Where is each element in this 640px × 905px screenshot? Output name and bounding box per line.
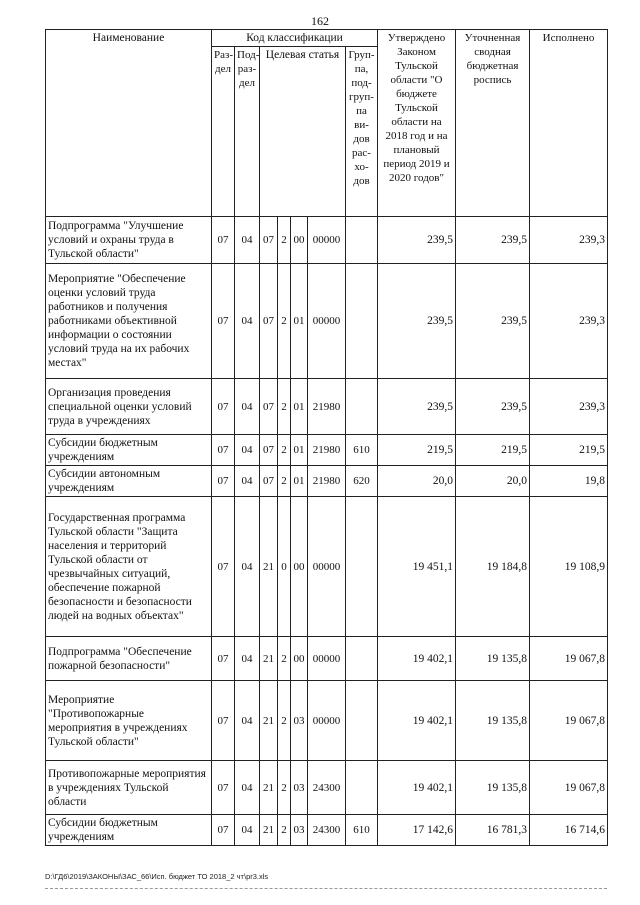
table-row <box>46 217 608 264</box>
budget-table <box>45 29 608 846</box>
header-approved: Утверждено Законом Тульской области "О бюджете Тульской области на 2018 год и на плановый период 2019 и 2020 годов" <box>378 30 456 217</box>
cell-target-subprogram: 2 <box>278 379 291 435</box>
header-name: Наименование <box>46 30 212 217</box>
cell-expense-group <box>346 379 378 435</box>
cell-refined: 239,5 <box>456 264 530 379</box>
cell-executed: 19 067,8 <box>530 637 608 681</box>
cell-target-event: 01 <box>291 264 308 379</box>
cell-target-direction: 00000 <box>308 681 346 761</box>
cell-podrazdel: 04 <box>235 435 260 466</box>
cell-approved: 19 451,1 <box>378 497 456 637</box>
cell-expense-group: 610 <box>346 435 378 466</box>
row-name: Подпрограмма "Обеспечение пожарной безопасности" <box>46 637 212 681</box>
cell-target-subprogram: 2 <box>278 264 291 379</box>
cell-razdel: 07 <box>212 815 235 846</box>
cell-approved: 17 142,6 <box>378 815 456 846</box>
table-row <box>46 815 608 846</box>
cell-target-event: 00 <box>291 497 308 637</box>
cell-podrazdel: 04 <box>235 681 260 761</box>
bottom-divider <box>45 888 607 889</box>
cell-expense-group <box>346 217 378 264</box>
cell-executed: 19 108,9 <box>530 497 608 637</box>
row-name: Субсидии бюджетным учреждениям <box>46 815 212 846</box>
cell-target-direction: 21980 <box>308 435 346 466</box>
header-podrazdel: Под-раз-дел <box>235 47 260 217</box>
table-row <box>46 435 608 466</box>
cell-expense-group <box>346 637 378 681</box>
cell-podrazdel: 04 <box>235 264 260 379</box>
row-name: Мероприятие "Обеспечение оценки условий труда работников и получения работниками объективной информации о состоянии условий труда на их рабочих местах" <box>46 264 212 379</box>
cell-razdel: 07 <box>212 761 235 815</box>
cell-target-program: 21 <box>260 497 278 637</box>
cell-target-event: 00 <box>291 217 308 264</box>
cell-expense-group <box>346 497 378 637</box>
table-row <box>46 379 608 435</box>
cell-razdel: 07 <box>212 435 235 466</box>
cell-refined: 239,5 <box>456 217 530 264</box>
cell-approved: 239,5 <box>378 379 456 435</box>
cell-approved: 239,5 <box>378 217 456 264</box>
cell-executed: 239,3 <box>530 379 608 435</box>
cell-target-program: 07 <box>260 435 278 466</box>
page-number: 162 <box>311 14 329 28</box>
cell-refined: 19 135,8 <box>456 681 530 761</box>
cell-approved: 239,5 <box>378 264 456 379</box>
cell-expense-group: 610 <box>346 815 378 846</box>
cell-expense-group <box>346 681 378 761</box>
row-name: Государственная программа Тульской области "Защита населения и территорий Тульской области от чрезвычайных ситуаций, обеспечение пожарной безопасности и безопасности людей на водных объектах" <box>46 497 212 637</box>
cell-target-direction: 24300 <box>308 761 346 815</box>
cell-target-subprogram: 2 <box>278 681 291 761</box>
cell-razdel: 07 <box>212 379 235 435</box>
cell-target-subprogram: 2 <box>278 466 291 497</box>
cell-target-event: 03 <box>291 681 308 761</box>
cell-target-program: 07 <box>260 466 278 497</box>
cell-target-program: 21 <box>260 637 278 681</box>
cell-refined: 219,5 <box>456 435 530 466</box>
cell-target-direction: 00000 <box>308 217 346 264</box>
cell-approved: 219,5 <box>378 435 456 466</box>
cell-target-program: 21 <box>260 681 278 761</box>
cell-target-subprogram: 2 <box>278 217 291 264</box>
cell-executed: 239,3 <box>530 217 608 264</box>
cell-target-event: 01 <box>291 379 308 435</box>
cell-razdel: 07 <box>212 681 235 761</box>
cell-podrazdel: 04 <box>235 815 260 846</box>
cell-podrazdel: 04 <box>235 497 260 637</box>
cell-approved: 19 402,1 <box>378 761 456 815</box>
cell-refined: 239,5 <box>456 379 530 435</box>
table-row <box>46 497 608 637</box>
cell-target-subprogram: 2 <box>278 435 291 466</box>
cell-target-subprogram: 2 <box>278 815 291 846</box>
cell-podrazdel: 04 <box>235 761 260 815</box>
cell-executed: 19,8 <box>530 466 608 497</box>
cell-razdel: 07 <box>212 497 235 637</box>
cell-podrazdel: 04 <box>235 637 260 681</box>
cell-target-direction: 21980 <box>308 466 346 497</box>
cell-expense-group <box>346 761 378 815</box>
cell-target-direction: 00000 <box>308 497 346 637</box>
table-row <box>46 761 608 815</box>
table-body <box>46 217 608 846</box>
table-row <box>46 264 608 379</box>
cell-refined: 19 135,8 <box>456 637 530 681</box>
header-group: Груп-па, под-груп-па ви-дов рас-хо-дов <box>346 47 378 217</box>
cell-executed: 239,3 <box>530 264 608 379</box>
cell-target-event: 03 <box>291 761 308 815</box>
cell-expense-group: 620 <box>346 466 378 497</box>
header-refined: Уточненная сводная бюджетная роспись <box>456 30 530 217</box>
cell-razdel: 07 <box>212 217 235 264</box>
row-name: Субсидии автономным учреждениям <box>46 466 212 497</box>
header-razdel: Раз-дел <box>212 47 235 217</box>
cell-target-event: 01 <box>291 466 308 497</box>
cell-razdel: 07 <box>212 264 235 379</box>
cell-target-program: 21 <box>260 815 278 846</box>
row-name: Субсидии бюджетным учреждениям <box>46 435 212 466</box>
cell-target-subprogram: 2 <box>278 761 291 815</box>
cell-razdel: 07 <box>212 466 235 497</box>
cell-target-direction: 21980 <box>308 379 346 435</box>
file-path-footer: D:\ГД6\2019\ЗАКОНЫ\ЗАС_66\Исп. бюджет ТО 2018_2 чт\pr3.xls <box>45 872 269 881</box>
cell-refined: 20,0 <box>456 466 530 497</box>
cell-target-program: 07 <box>260 217 278 264</box>
cell-executed: 219,5 <box>530 435 608 466</box>
row-name: Противопожарные мероприятия в учреждениях Тульской области <box>46 761 212 815</box>
header-executed: Исполнено <box>530 30 608 217</box>
row-name: Подпрограмма "Улучшение условий и охраны труда в Тульской области" <box>46 217 212 264</box>
cell-podrazdel: 04 <box>235 217 260 264</box>
cell-expense-group <box>346 264 378 379</box>
cell-razdel: 07 <box>212 637 235 681</box>
cell-executed: 16 714,6 <box>530 815 608 846</box>
cell-target-direction: 00000 <box>308 637 346 681</box>
row-name: Мероприятие "Противопожарные мероприятия в учреждениях Тульской области" <box>46 681 212 761</box>
cell-target-event: 00 <box>291 637 308 681</box>
cell-target-program: 07 <box>260 379 278 435</box>
cell-executed: 19 067,8 <box>530 681 608 761</box>
header-classification: Код классификации <box>212 30 378 47</box>
header-target-article: Целевая статья <box>260 47 346 217</box>
cell-approved: 20,0 <box>378 466 456 497</box>
cell-podrazdel: 04 <box>235 466 260 497</box>
cell-approved: 19 402,1 <box>378 681 456 761</box>
cell-target-subprogram: 2 <box>278 637 291 681</box>
cell-target-event: 01 <box>291 435 308 466</box>
cell-executed: 19 067,8 <box>530 761 608 815</box>
cell-target-direction: 24300 <box>308 815 346 846</box>
cell-refined: 19 135,8 <box>456 761 530 815</box>
cell-refined: 16 781,3 <box>456 815 530 846</box>
cell-podrazdel: 04 <box>235 379 260 435</box>
cell-target-subprogram: 0 <box>278 497 291 637</box>
table-header <box>46 30 608 217</box>
cell-target-event: 03 <box>291 815 308 846</box>
cell-target-program: 07 <box>260 264 278 379</box>
cell-target-direction: 00000 <box>308 264 346 379</box>
cell-refined: 19 184,8 <box>456 497 530 637</box>
table-row <box>46 466 608 497</box>
table-row <box>46 637 608 681</box>
row-name: Организация проведения специальной оценки условий труда в учреждениях <box>46 379 212 435</box>
cell-target-program: 21 <box>260 761 278 815</box>
cell-approved: 19 402,1 <box>378 637 456 681</box>
table-row <box>46 681 608 761</box>
